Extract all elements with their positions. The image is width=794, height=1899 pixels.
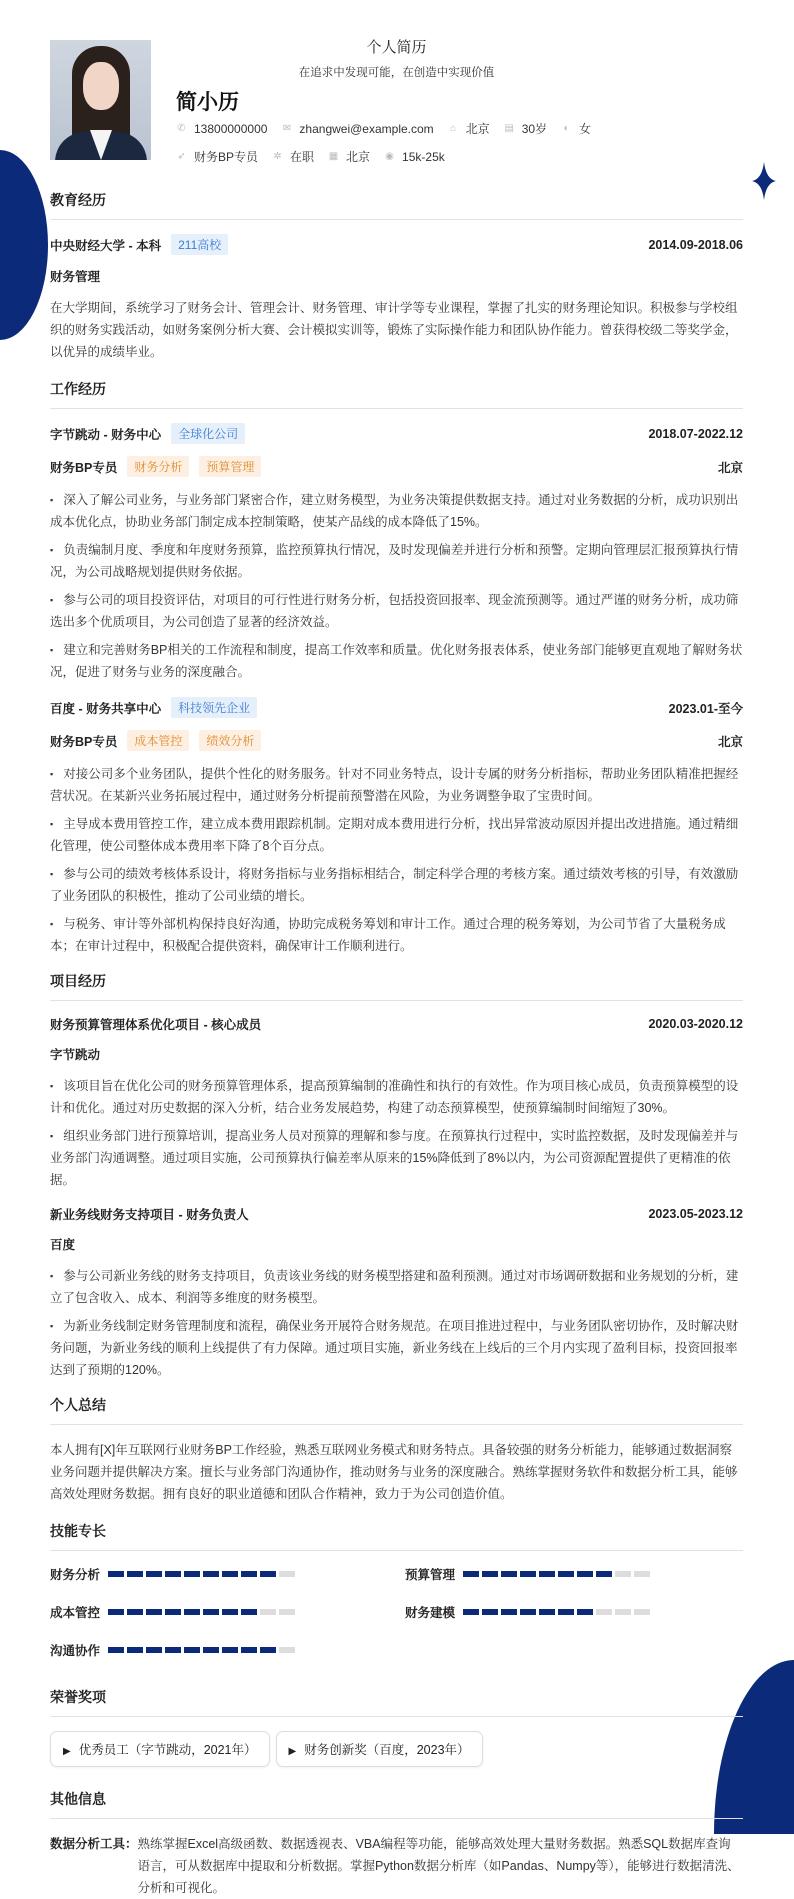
job-entry: [50, 697, 743, 957]
job-left: [50, 697, 257, 718]
info-text: 北京: [465, 122, 490, 136]
bullet-item: ▪ 参与公司新业务线的财务支持项目，负责该业务线的财务模型搭建和盈利预测。通过对市场调研数据和业务规划的分析，建立了包含收入、成本、利润等多维度的财务模型。: [50, 1265, 743, 1309]
info-text: 15k-25k: [402, 149, 445, 164]
info-item: [272, 148, 314, 165]
skill-level-bar: [463, 1609, 650, 1615]
info-text: 北京: [346, 150, 371, 164]
skill-segment-filled: [146, 1609, 162, 1615]
candidate-name: 简小历: [176, 91, 239, 114]
skill-segment-filled: [501, 1609, 517, 1615]
job-city: 北京: [717, 460, 743, 475]
school-name: 中央财经大学 - 本科: [50, 238, 162, 253]
skill-tag: 预算管理: [199, 456, 261, 477]
skill-segment-filled: [165, 1647, 181, 1653]
skill-segment-filled: [260, 1647, 276, 1653]
project-header-row: [50, 1015, 743, 1033]
info-item: [176, 122, 267, 136]
skill-segment-empty: [615, 1571, 631, 1577]
mail-icon: ✉: [282, 123, 292, 134]
section-title: 教育经历: [50, 190, 743, 220]
job-role: 财务BP专员: [50, 734, 118, 749]
projects-section: [50, 971, 743, 1381]
skill-segment-filled: [463, 1571, 479, 1577]
skill-segment-filled: [127, 1647, 143, 1653]
skills-section: [50, 1521, 743, 1659]
skill-item: [405, 1565, 743, 1583]
job-role: 财务BP专员: [50, 460, 118, 475]
info-text: 在职: [290, 150, 315, 164]
decorative-curve-left: [0, 150, 48, 340]
info-item: [281, 122, 433, 136]
skill-segment-filled: [222, 1609, 238, 1615]
skill-segment-empty: [279, 1609, 295, 1615]
city-icon: ▦: [328, 151, 339, 162]
skill-segment-filled: [596, 1571, 612, 1577]
skill-segment-filled: [203, 1571, 219, 1577]
skill-segment-filled: [203, 1609, 219, 1615]
school-tag: 211高校: [171, 234, 228, 255]
skill-segment-filled: [108, 1647, 124, 1653]
skill-segment-filled: [203, 1647, 219, 1653]
company-name: 百度 - 财务共享中心: [50, 701, 162, 716]
award-item: [276, 1731, 483, 1767]
job-date: 2018.07-2022.12: [648, 426, 743, 441]
triangle-right-icon: ▶: [63, 1746, 71, 1757]
skill-segment-empty: [634, 1571, 650, 1577]
skill-name: 财务建模: [405, 1606, 456, 1620]
skill-item: [405, 1603, 743, 1621]
skill-segment-empty: [615, 1609, 631, 1615]
job-entry: [50, 423, 743, 683]
summary-section: [50, 1395, 743, 1505]
skill-segment-filled: [501, 1571, 517, 1577]
education-date: 2014.09-2018.06: [648, 237, 743, 252]
skill-segment-filled: [108, 1571, 124, 1577]
skill-segment-filled: [108, 1609, 124, 1615]
skill-segment-filled: [127, 1571, 143, 1577]
section-title: 工作经历: [50, 379, 743, 409]
skill-segment-filled: [222, 1571, 238, 1577]
skill-tag: 财务分析: [127, 456, 189, 477]
skill-level-bar: [108, 1647, 295, 1653]
skill-segment-filled: [558, 1609, 574, 1615]
award-item: [50, 1731, 270, 1767]
skill-segment-filled: [127, 1609, 143, 1615]
summary-text: 本人拥有[X]年互联网行业财务BP工作经验，熟悉互联网业务模式和财务特点。具备较强的财务分析能力，能够通过数据洞察业务问题并提供解决方案。擅长与业务部门沟通协作，推动财务与业务的深度融合。熟练掌握财务软件和数据分析工具，能够高效处理财务数据。拥有良好的职业道德和团队合作精神，致力于为公司创造价值。: [50, 1443, 738, 1501]
skill-level-bar: [108, 1609, 295, 1615]
awards-section: [50, 1687, 743, 1767]
other-section: [50, 1789, 743, 1899]
info-text: 女: [579, 122, 592, 136]
skill-level-bar: [463, 1571, 650, 1577]
skill-segment-filled: [146, 1571, 162, 1577]
education-section: [50, 190, 743, 363]
skill-segment-empty: [260, 1609, 276, 1615]
info-item: [504, 120, 547, 137]
award-text: 优秀员工（字节跳动，2021年）: [78, 1743, 257, 1757]
project-name: 新业务线财务支持项目 - 财务负责人: [50, 1208, 249, 1222]
job-role-row: [50, 456, 743, 477]
skill-segment-filled: [241, 1647, 257, 1653]
motto: 在追求中发现可能，在创造中实现价值: [298, 67, 495, 79]
job-header-row: [50, 697, 743, 718]
skill-segment-filled: [184, 1609, 200, 1615]
bullet-item: ▪ 该项目旨在优化公司的财务预算管理体系，提高预算编制的准确性和执行的有效性。作为项目核心成员，负责预算模型的设计和优化。通过对历史数据的深入分析，结合业务发展趋势，构建了动态预算模型，使预算编制时间缩短了30%。: [50, 1075, 743, 1119]
contact-info-row: [176, 120, 605, 137]
resume-header: [50, 0, 743, 190]
bullet-item: ▪ 对接公司多个业务团队，提供个性化的财务服务。针对不同业务特点，设计专属的财务分析指标，帮助业务团队精准把握经营状况。在某新兴业务拓展过程中，通过财务分析提前预警潜在风险，为业务调整争取了宝贵时间。: [50, 763, 743, 807]
other-key: 数据分析工具：: [50, 1837, 138, 1851]
skill-segment-filled: [539, 1571, 555, 1577]
info-item: [384, 150, 445, 164]
skill-segment-filled: [260, 1571, 276, 1577]
job-header-row: [50, 423, 743, 444]
project-org-row: [50, 1045, 743, 1063]
skill-item: [50, 1603, 405, 1621]
home-icon: ⌂: [450, 123, 457, 134]
info-text: zhangwei@example.com: [299, 121, 434, 136]
job-info-row: [176, 148, 459, 165]
project-org-row: [50, 1235, 743, 1253]
skill-segment-filled: [577, 1609, 593, 1615]
project-list: [50, 1015, 743, 1381]
skill-segment-filled: [539, 1609, 555, 1615]
info-item: [328, 148, 370, 165]
major: 财务管理: [50, 270, 101, 284]
project-header-row: [50, 1205, 743, 1223]
skill-level-bar: [108, 1571, 295, 1577]
company-tag: 科技领先企业: [171, 697, 257, 718]
status-icon: ✲: [273, 151, 282, 162]
major-row: [50, 267, 743, 285]
job-left: [50, 423, 245, 444]
project-bullets: [50, 1265, 743, 1381]
skill-segment-empty: [596, 1609, 612, 1615]
bullet-item: ▪ 建立和完善财务BP相关的工作流程和制度，提高工作效率和质量。优化财务报表体系，使业务部门能够更直观地了解财务状况，促进了财务与业务的深度融合。: [50, 639, 743, 683]
section-title: 其他信息: [50, 1789, 743, 1819]
skill-segment-empty: [634, 1609, 650, 1615]
award-list: [50, 1731, 743, 1767]
info-text: 13800000000: [194, 121, 268, 136]
skill-segment-filled: [520, 1609, 536, 1615]
project-entry: [50, 1015, 743, 1191]
job-city: 北京: [717, 734, 743, 749]
skill-segment-empty: [279, 1571, 295, 1577]
skill-tag: 成本管控: [127, 730, 189, 751]
salary-icon: ◉: [385, 151, 394, 162]
bullet-item: ▪ 与税务、审计等外部机构保持良好沟通，协助完成税务筹划和审计工作。通过合理的税务筹划，为公司节省了大量税务成本；在审计过程中，积极配合提供资料，确保审计工作顺利进行。: [50, 913, 743, 957]
profile-photo: [50, 40, 151, 160]
skill-segment-filled: [165, 1571, 181, 1577]
skill-item: [50, 1641, 405, 1659]
phone-icon: ✆: [177, 123, 186, 134]
document-title: 个人简历: [366, 39, 427, 56]
triangle-right-icon: ▶: [288, 1746, 297, 1757]
skill-segment-filled: [482, 1571, 498, 1577]
bullet-item: ▪ 深入了解公司业务，与业务部门紧密合作，建立财务模型，为业务决策提供数据支持。通过对业务数据的分析，成功识别出成本优化点，协助业务部门制定成本控制策略，使某产品线的成本降低了15%。: [50, 489, 743, 533]
company-name: 字节跳动 - 财务中心: [50, 427, 162, 442]
section-title: 技能专长: [50, 1521, 743, 1551]
skill-item: [50, 1565, 405, 1583]
skill-tag: 绩效分析: [199, 730, 261, 751]
company-tag: 全球化公司: [171, 423, 245, 444]
other-row: [50, 1833, 743, 1899]
project-date: 2020.03-2020.12: [648, 1017, 743, 1031]
skill-name: 成本管控: [50, 1606, 101, 1620]
age-icon: ▤: [504, 123, 514, 134]
skill-segment-filled: [184, 1647, 200, 1653]
project-bullets: [50, 1075, 743, 1191]
skill-name: 财务分析: [50, 1568, 101, 1582]
skill-segment-filled: [241, 1609, 257, 1615]
gender-icon: ◐: [563, 123, 570, 134]
education-description: 在大学期间，系统学习了财务会计、管理会计、财务管理、审计学等专业课程，掌握了扎实的财务理论知识。积极参与学校组织的财务实践活动，如财务案例分析大赛、会计模拟实训等，锻炼了实际操作能力和团队协作能力。曾获得校级二等奖学金，以优异的成绩毕业。: [50, 301, 738, 359]
project-date: 2023.05-2023.12: [648, 1207, 743, 1221]
skill-segment-filled: [222, 1647, 238, 1653]
section-title: 荣誉奖项: [50, 1687, 743, 1717]
skill-segment-filled: [558, 1571, 574, 1577]
skill-segment-filled: [482, 1609, 498, 1615]
job-bullets: [50, 763, 743, 957]
section-title: 个人总结: [50, 1395, 743, 1425]
skill-segment-filled: [165, 1609, 181, 1615]
skill-segment-filled: [146, 1647, 162, 1653]
job-date: 2023.01-至今: [668, 701, 743, 716]
star-decoration-icon: [752, 162, 776, 200]
job-role-left: [50, 456, 261, 477]
education-left: [50, 234, 228, 255]
info-text: 30岁: [521, 122, 548, 136]
job-role-row: [50, 730, 743, 751]
project-name: 财务预算管理体系优化项目 - 核心成员: [50, 1018, 262, 1032]
skill-grid: [50, 1565, 743, 1659]
job-list: [50, 423, 743, 957]
skill-segment-empty: [279, 1647, 295, 1653]
job-icon: ➶: [177, 151, 186, 162]
project-org: 百度: [50, 1238, 76, 1252]
project-entry: [50, 1205, 743, 1381]
info-text: 财务BP专员: [194, 150, 259, 164]
skill-name: 预算管理: [405, 1568, 456, 1582]
bullet-item: ▪ 参与公司的绩效考核体系设计，将财务指标与业务指标相结合，制定科学合理的考核方案。通过绩效考核的引导，有效激励了业务团队的积极性，推动了公司业绩的增长。: [50, 863, 743, 907]
section-title: 项目经历: [50, 971, 743, 1001]
info-item: [448, 120, 490, 137]
skill-segment-filled: [241, 1571, 257, 1577]
job-bullets: [50, 489, 743, 683]
bullet-item: ▪ 为新业务线制定财务管理制度和流程，确保业务开展符合财务规范。在项目推进过程中，与业务团队密切协作，及时解决财务问题，为新业务线的顺利上线提供了有力保障。通过项目实施，新业务线在上线后的三个月内实现了盈利目标，投资回报率达到了预期的120%。: [50, 1315, 743, 1381]
skill-segment-filled: [184, 1571, 200, 1577]
skill-segment-filled: [520, 1571, 536, 1577]
job-role-left: [50, 730, 261, 751]
info-item: [176, 148, 258, 165]
work-section: [50, 379, 743, 957]
bullet-item: ▪ 参与公司的项目投资评估，对项目的可行性进行财务分析，包括投资回报率、现金流预测等。通过严谨的财务分析，成功筛选出多个优质项目，为公司创造了显著的经济效益。: [50, 589, 743, 633]
skill-segment-filled: [463, 1609, 479, 1615]
other-value: 熟练掌握Excel高级函数、数据透视表、VBA编程等功能，能够高效处理大量财务数据。熟悉SQL数据库查询语言，可从数据库中提取和分析数据。掌握Python数据分析库（如Pandas、Numpy等），能够进行数据清洗、分析和可视化。: [137, 1837, 740, 1895]
info-item: [561, 120, 591, 137]
education-header-row: [50, 234, 743, 255]
bullet-item: ▪ 组织业务部门进行预算培训，提高业务人员对预算的理解和参与度。在预算执行过程中，实时监控数据，及时发现偏差并与业务部门沟通调整。通过项目实施，公司预算执行偏差率从原来的15%降低到了8%以内，为公司资源配置提供了更精准的依据。: [50, 1125, 743, 1191]
skill-name: 沟通协作: [50, 1644, 101, 1658]
skill-segment-filled: [577, 1571, 593, 1577]
award-text: 财务创新奖（百度，2023年）: [304, 1743, 470, 1757]
bullet-item: ▪ 主导成本费用管控工作，建立成本费用跟踪机制。定期对成本费用进行分析，找出异常波动原因并提出改进措施。通过精细化管理，使公司整体成本费用率下降了8个百分点。: [50, 813, 743, 857]
bullet-item: ▪ 负责编制月度、季度和年度财务预算，监控预算执行情况，及时发现偏差并进行分析和预警。定期向管理层汇报预算执行情况，为公司战略规划提供财务依据。: [50, 539, 743, 583]
project-org: 字节跳动: [50, 1048, 101, 1062]
